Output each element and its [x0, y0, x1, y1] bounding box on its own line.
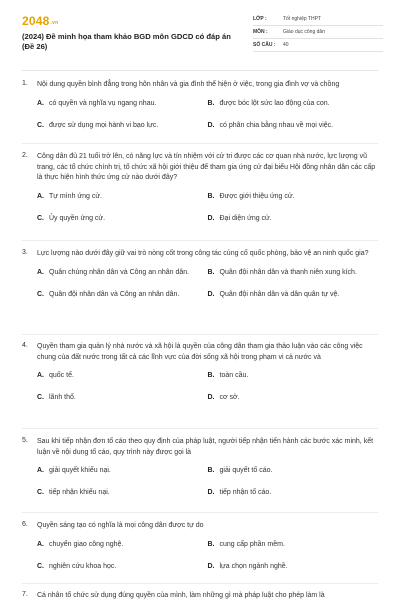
option-text: Tự mình ứng cử. — [49, 192, 102, 200]
question-text: Lực lượng nào dưới đây giữ vai trò nòng cốt trong công tác củng cố quốc phòng, bảo vệ an ninh quốc gia? — [37, 250, 369, 257]
option-b[interactable] — [208, 371, 379, 381]
option-letter: C. — [37, 290, 44, 298]
option-letter: A. — [37, 540, 44, 548]
meta-count — [253, 39, 383, 52]
option-c[interactable] — [37, 562, 208, 572]
question-text: Quyền sáng tạo có nghĩa là mọi công dân được tự do — [37, 522, 204, 529]
option-letter: D. — [207, 290, 215, 298]
document-title: (2024) Đề minh họa tham khảo BGD môn GDCD có đáp án (Đề 26) — [22, 32, 231, 51]
option-text: có phân chia bằng nhau về mọi việc. — [219, 121, 334, 129]
option-d[interactable] — [208, 393, 379, 403]
question-6 — [22, 521, 378, 584]
question-1 — [22, 80, 378, 143]
option-letter: B. — [207, 467, 215, 474]
option-text: Quân đội nhân dân và dân quân tự vệ. — [219, 290, 340, 298]
option-text: quốc tế. — [49, 372, 74, 379]
document-header — [0, 0, 400, 70]
option-letter: C. — [37, 489, 44, 496]
option-d[interactable] — [208, 290, 379, 300]
option-b[interactable] — [208, 99, 379, 109]
option-text: cơ sở. — [219, 394, 240, 401]
question-divider — [22, 428, 378, 429]
option-letter: C. — [37, 214, 44, 222]
option-a[interactable] — [37, 192, 208, 202]
option-text: Quân đội nhân dân và Công an nhân dân. — [49, 290, 180, 298]
question-7 — [22, 591, 378, 600]
question-text: Nội dung quyền bình đẳng trong hôn nhân và gia đình thể hiện ở việc, trong gia đình vợ và chồng — [37, 81, 340, 88]
option-a[interactable] — [37, 540, 208, 550]
option-letter: A. — [37, 467, 44, 474]
question-number: 6. — [22, 521, 28, 528]
option-text: có quyền và nghĩa vụ ngang nhau. — [49, 99, 157, 107]
option-d[interactable] — [208, 121, 379, 131]
option-text: Quân đội nhân dân và thanh niên xung kích. — [219, 268, 357, 276]
question-divider — [22, 512, 378, 513]
option-letter: D. — [207, 394, 215, 401]
meta-label: MÔN : — [253, 29, 268, 35]
option-letter: C. — [37, 121, 44, 129]
option-letter: D. — [207, 214, 215, 222]
question-text: Cá nhân tổ chức sử dụng đúng quyền của mình, làm những gì mà pháp luật cho phép làm là — [37, 592, 325, 599]
option-letter: A. — [37, 268, 44, 276]
option-text: giải quyết tố cáo. — [219, 467, 273, 474]
option-a[interactable] — [37, 99, 208, 109]
question-number: 7. — [22, 591, 28, 598]
site-logo[interactable] — [22, 14, 58, 28]
question-number: 2. — [22, 152, 28, 159]
question-text: Sau khi tiếp nhận đơn tố cáo theo quy định của pháp luật, người tiếp nhận tiến hành các bước xác minh, kết luận về nội dung tố cáo, quy trình này được gọi là — [37, 438, 374, 456]
option-letter: B. — [207, 372, 215, 379]
question-4 — [22, 342, 378, 415]
option-a[interactable] — [37, 268, 208, 278]
option-d[interactable] — [208, 214, 379, 224]
option-text: tiếp nhận tố cáo. — [219, 489, 272, 496]
option-letter: D. — [207, 121, 215, 129]
meta-label: LỚP : — [253, 16, 267, 22]
option-text: giải quyết khiếu nại. — [49, 467, 111, 474]
question-5 — [22, 437, 378, 510]
question-divider — [22, 240, 378, 241]
meta-value: Giáo dục công dân — [283, 29, 325, 35]
option-text: Được giới thiệu ứng cử. — [219, 192, 295, 200]
meta-subject — [253, 26, 383, 39]
question-2 — [22, 152, 378, 236]
option-b[interactable] — [208, 466, 379, 476]
option-text: chuyển giao công nghệ. — [49, 540, 124, 548]
option-c[interactable] — [37, 121, 208, 131]
question-number: 4. — [22, 342, 28, 349]
question-text: Công dân đủ 21 tuổi trở lên, có năng lực và tín nhiệm với cử tri được các cơ quan nhà nước, lực lượng vũ trang, các tổ chức chính trị, tổ chức xã hội giới thiệu để tham gia ứng cử đại biểu Hội đồng nhân dân các cấp là thực hiện hình thức ứng cử nào dưới đây? — [37, 153, 376, 181]
option-c[interactable] — [37, 393, 208, 403]
logo-text: 2048 — [22, 14, 50, 28]
option-letter: B. — [207, 99, 215, 107]
option-letter: D. — [207, 489, 215, 496]
option-text: nghiên cứu khoa học. — [49, 562, 117, 570]
option-text: Ủy quyền ứng cử. — [49, 214, 106, 222]
option-a[interactable] — [37, 371, 208, 381]
meta-label: SỐ CÂU : — [253, 42, 276, 48]
option-letter: B. — [207, 192, 215, 200]
option-c[interactable] — [37, 488, 208, 498]
option-letter: A. — [37, 99, 44, 107]
option-letter: A. — [37, 372, 44, 379]
option-text: tiếp nhận khiếu nại. — [49, 489, 110, 496]
option-b[interactable] — [208, 268, 379, 278]
option-letter: C. — [37, 562, 44, 570]
option-text: lãnh thổ. — [49, 394, 76, 401]
meta-value: Tốt nghiệp THPT — [283, 16, 321, 22]
question-divider — [22, 583, 378, 584]
option-text: được sử dụng mọi hành vi bạo lực. — [49, 121, 159, 129]
option-d[interactable] — [208, 562, 379, 572]
option-text: cung cấp phần mềm. — [219, 540, 285, 548]
option-text: toàn cầu. — [219, 372, 249, 379]
question-divider — [22, 143, 378, 144]
question-text: Quyền tham gia quản lý nhà nước và xã hội là quyền của công dân tham gia thảo luận vào các công việc chung của đất nước trong tất cả các lĩnh vực của đời sống xã hội trong phạm vi cả nước và — [37, 343, 363, 361]
option-text: Quân chúng nhân dân và Công an nhân dân. — [49, 268, 190, 276]
option-text: lựa chọn ngành nghề. — [219, 562, 288, 570]
question-3 — [22, 249, 378, 312]
option-text: được bóc lột sức lao động của con. — [219, 99, 330, 107]
option-letter: C. — [37, 394, 44, 401]
question-number: 5. — [22, 437, 28, 444]
document-meta — [253, 13, 383, 52]
option-b[interactable] — [208, 540, 379, 550]
question-divider — [22, 334, 378, 335]
meta-class — [253, 13, 383, 26]
option-letter: B. — [207, 540, 215, 548]
option-b[interactable] — [208, 192, 379, 202]
question-number: 1. — [22, 80, 28, 87]
meta-value: 40 — [283, 42, 289, 48]
option-letter: D. — [207, 562, 215, 570]
option-text: Đại diện ứng cử. — [219, 214, 272, 222]
logo-suffix: .vn — [50, 20, 59, 26]
option-letter: A. — [37, 192, 44, 200]
option-d[interactable] — [208, 488, 379, 498]
header-divider — [22, 70, 378, 71]
option-c[interactable] — [37, 214, 208, 224]
question-number: 3. — [22, 249, 28, 256]
option-a[interactable] — [37, 466, 208, 476]
option-c[interactable] — [37, 290, 208, 300]
option-letter: B. — [207, 268, 215, 276]
